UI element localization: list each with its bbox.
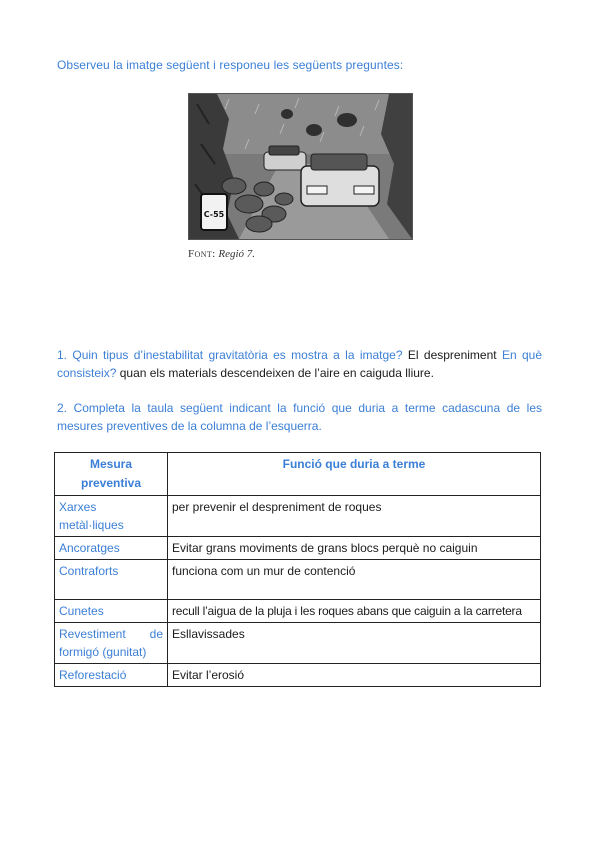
caption-prefix: Font: (188, 248, 216, 260)
table-row (55, 560, 541, 600)
table-row (55, 537, 541, 560)
question-1-number: 1. (57, 348, 68, 362)
table-header-row (55, 453, 541, 496)
table-row (55, 664, 541, 687)
measure-cell: Reforestació (55, 664, 168, 687)
question-2: 2. Completa la taula següent indicant la funció que duria a terme cadascuna de les mesures preventives de la columna de l’esquerra. (57, 401, 542, 433)
question-1b-text: En què consisteix? (57, 348, 542, 380)
preventive-measures-table (54, 452, 541, 687)
table-row (55, 600, 541, 623)
figure-caption (188, 248, 255, 260)
function-cell: per prevenir el despreniment de roques (168, 496, 541, 537)
function-cell: Esllavissades (168, 623, 541, 664)
header-function: Funció que duria a terme (168, 453, 541, 496)
instructions-text: Observeu la imatge següent i responeu les següents preguntes: (57, 58, 404, 72)
answer-1b: quan els materials descendeixen de l’aire en caiguda lliure. (119, 366, 434, 380)
function-cell: Evitar grans moviments de grans blocs perquè no caiguin (168, 537, 541, 560)
function-cell: funciona com un mur de contenció (168, 560, 541, 600)
question-1 (57, 346, 542, 382)
function-cell: recull l’aigua de la pluja i les roques abans que caiguin a la carretera (168, 600, 541, 623)
table-row (55, 496, 541, 537)
measure-cell: Xarxes metàl·liques (55, 496, 168, 537)
header-measure: Mesura preventiva (55, 453, 168, 496)
table-row (55, 623, 541, 664)
measure-cell: Ancoratges (55, 537, 168, 560)
question-1a-text: Quin tipus d’inestabilitat gravitatòria es mostra a la imatge? (72, 348, 403, 362)
rockfall-illustration (188, 93, 413, 240)
measure-cell: Revestiment de formigó (gunitat) (55, 623, 168, 664)
caption-source: Regió 7. (218, 248, 256, 260)
road-sign-label: C-55 (203, 210, 225, 219)
answer-1a: El despreniment (407, 348, 497, 362)
measure-cell: Cunetes (55, 600, 168, 623)
measure-cell: Contraforts (55, 560, 168, 600)
function-cell: Evitar l’erosió (168, 664, 541, 687)
